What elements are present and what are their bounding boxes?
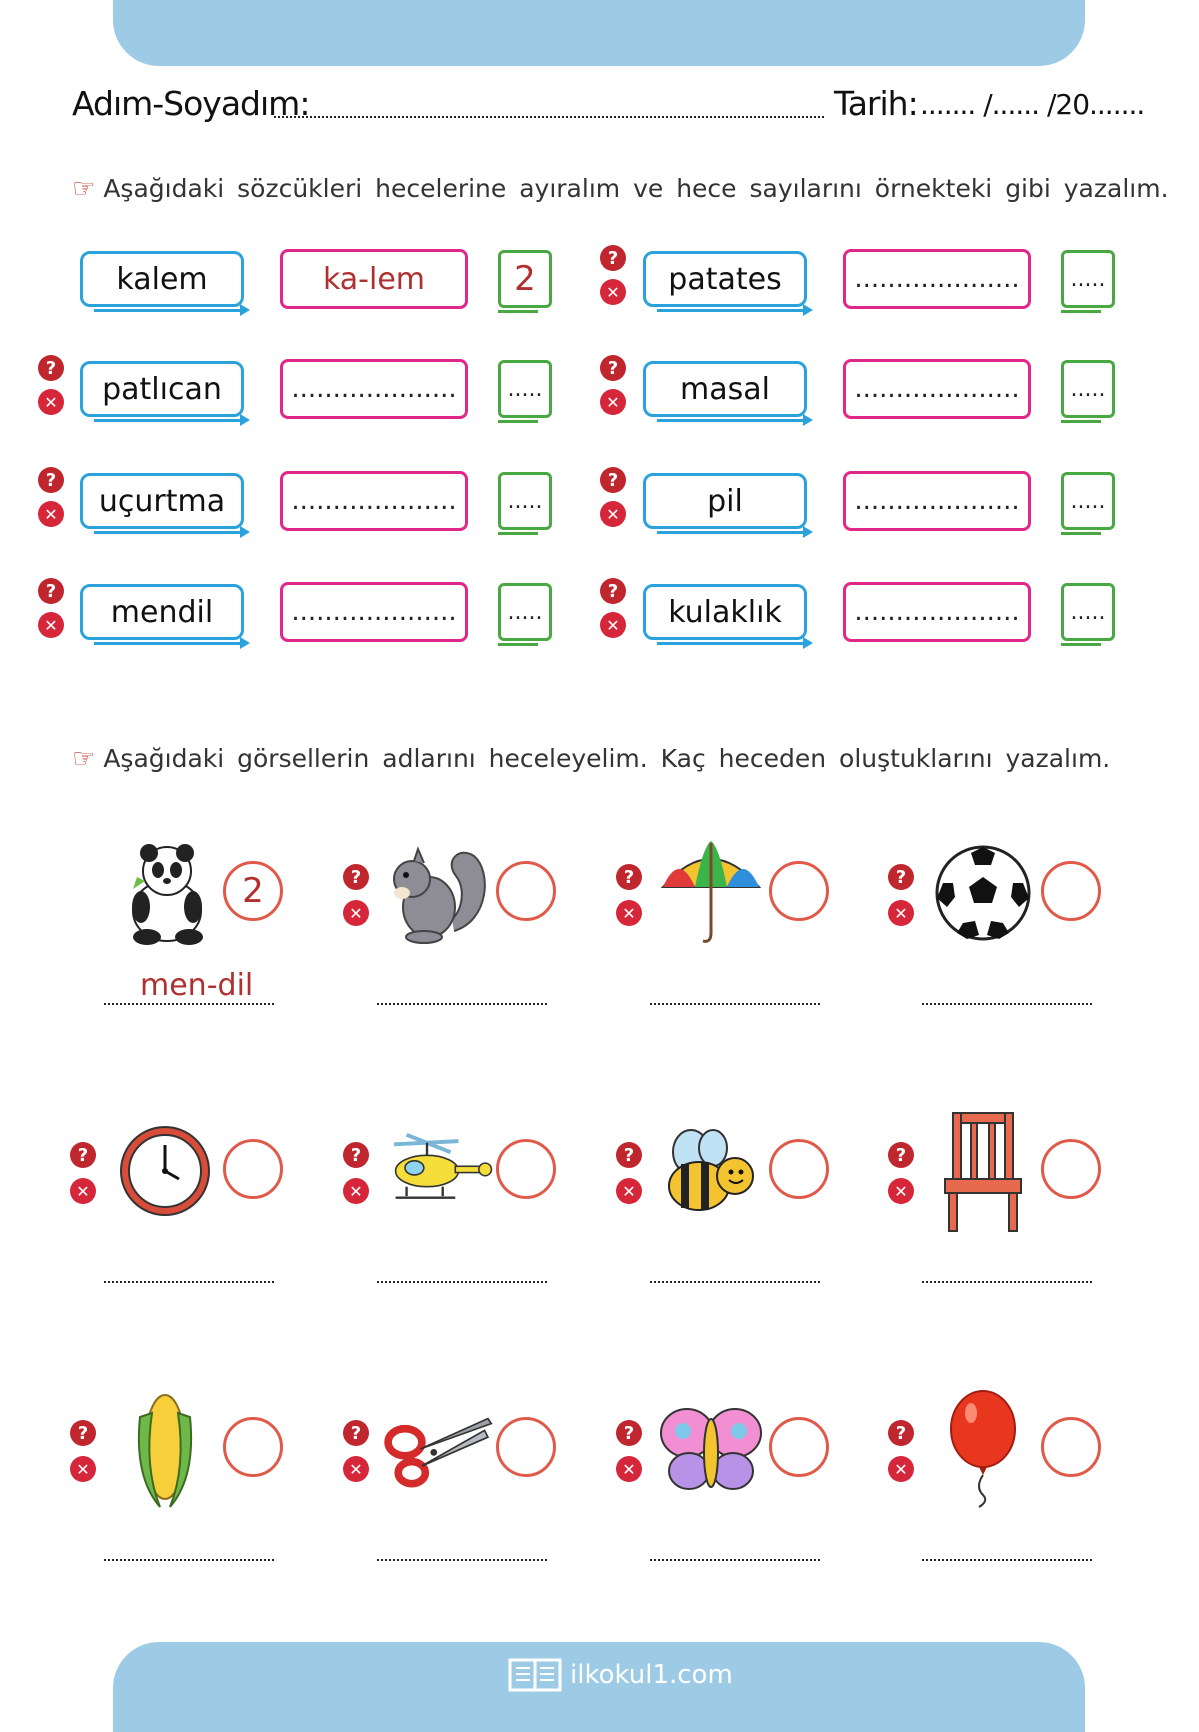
syllable-field[interactable]: ka-lem (280, 249, 468, 309)
date-field[interactable]: ....... /...... /20....... (920, 88, 1145, 121)
clock-icon (110, 1116, 220, 1226)
answer-line[interactable] (104, 1559, 274, 1561)
arrow-left-icon (498, 310, 538, 313)
answer-line[interactable] (650, 1281, 820, 1283)
hint-icon[interactable]: ? (616, 864, 642, 890)
umbrella-icon (656, 838, 766, 948)
syllable-count-field[interactable]: ..... (1061, 250, 1115, 308)
answer-line[interactable] (650, 1559, 820, 1561)
answer-line[interactable] (377, 1559, 547, 1561)
arrow-head-icon (803, 414, 813, 426)
syllable-count-field[interactable]: ..... (1061, 583, 1115, 641)
clear-icon[interactable]: ✕ (343, 1178, 369, 1204)
syllable-count-circle[interactable] (769, 1139, 829, 1199)
corn-icon (110, 1394, 220, 1504)
word-box: mendil (80, 584, 244, 640)
clear-icon[interactable]: ✕ (888, 900, 914, 926)
example-answer: men-dil (140, 968, 254, 1003)
balloon-icon (928, 1394, 1038, 1504)
hint-icon[interactable]: ? (600, 467, 626, 493)
arrow-right-icon (657, 642, 807, 645)
squirrel-icon (383, 838, 493, 948)
arrow-left-icon (498, 643, 538, 646)
clear-icon[interactable]: ✕ (600, 501, 626, 527)
clear-icon[interactable]: ✕ (70, 1456, 96, 1482)
syllable-count-circle[interactable]: 2 (223, 861, 283, 921)
clear-icon[interactable]: ✕ (343, 900, 369, 926)
clear-icon[interactable]: ✕ (38, 389, 64, 415)
date-label: Tarih: (834, 84, 918, 123)
hint-icon[interactable]: ? (343, 1420, 369, 1446)
syllable-count-circle[interactable] (769, 1417, 829, 1477)
hint-icon[interactable]: ? (600, 578, 626, 604)
clear-icon[interactable]: ✕ (888, 1456, 914, 1482)
clear-icon[interactable]: ✕ (600, 279, 626, 305)
arrow-head-icon (240, 304, 250, 316)
syllable-count-field[interactable]: ..... (498, 583, 552, 641)
name-label: Adım-Soyadım: (72, 84, 310, 123)
instruction-2-text: Aşağıdaki görsellerin adlarını heceleyelim. Kaç heceden oluştuklarını yazalım. (103, 744, 1111, 773)
pointing-hand-icon: ☞ (72, 174, 96, 204)
hint-icon[interactable]: ? (888, 1420, 914, 1446)
clear-icon[interactable]: ✕ (70, 1178, 96, 1204)
syllable-count-circle[interactable] (769, 861, 829, 921)
instruction-1-text: Aşağıdaki sözcükleri hecelerine ayıralım ve hece sayılarını örnekteki gibi yazalım. (103, 174, 1169, 203)
hint-icon[interactable]: ? (343, 864, 369, 890)
arrow-head-icon (803, 526, 813, 538)
syllable-field[interactable]: .................... (843, 249, 1031, 309)
clear-icon[interactable]: ✕ (616, 900, 642, 926)
arrow-left-icon (498, 532, 538, 535)
hint-icon[interactable]: ? (888, 1142, 914, 1168)
clear-icon[interactable]: ✕ (888, 1178, 914, 1204)
answer-line[interactable] (922, 1281, 1092, 1283)
syllable-count-field[interactable]: 2 (498, 250, 552, 308)
chair-icon (928, 1116, 1038, 1226)
arrow-left-icon (1061, 532, 1101, 535)
syllable-count-circle[interactable] (223, 1417, 283, 1477)
hint-icon[interactable]: ? (343, 1142, 369, 1168)
panda-icon (110, 838, 220, 948)
syllable-count-field[interactable]: ..... (1061, 472, 1115, 530)
hint-icon[interactable]: ? (600, 355, 626, 381)
arrow-head-icon (240, 414, 250, 426)
instruction-1 (72, 174, 1169, 204)
syllable-field[interactable]: .................... (280, 471, 468, 531)
syllable-field[interactable]: .................... (843, 582, 1031, 642)
clear-icon[interactable]: ✕ (38, 612, 64, 638)
arrow-head-icon (803, 304, 813, 316)
book-icon (508, 1656, 562, 1694)
word-box: patates (643, 251, 807, 307)
hint-icon[interactable]: ? (70, 1142, 96, 1168)
answer-line[interactable] (104, 1281, 274, 1283)
clear-icon[interactable]: ✕ (38, 501, 64, 527)
syllable-count-circle[interactable] (1041, 1139, 1101, 1199)
hint-icon[interactable]: ? (70, 1420, 96, 1446)
butterfly-icon (656, 1394, 766, 1504)
scissors-icon (383, 1394, 493, 1504)
arrow-head-icon (240, 637, 250, 649)
syllable-field[interactable]: .................... (843, 471, 1031, 531)
syllable-count-field[interactable]: ..... (1061, 360, 1115, 418)
syllable-count-field[interactable]: ..... (498, 472, 552, 530)
hint-icon[interactable]: ? (600, 245, 626, 271)
syllable-count-field[interactable]: ..... (498, 360, 552, 418)
syllable-count-circle[interactable] (223, 1139, 283, 1199)
syllable-count-circle[interactable] (1041, 1417, 1101, 1477)
arrow-left-icon (498, 420, 538, 423)
helicopter-icon (383, 1116, 493, 1226)
syllable-count-circle[interactable] (496, 1139, 556, 1199)
hint-icon[interactable]: ? (616, 1142, 642, 1168)
footer-logo (508, 1656, 733, 1694)
word-box: uçurtma (80, 473, 244, 529)
arrow-right-icon (94, 309, 244, 312)
syllable-field[interactable]: .................... (280, 359, 468, 419)
word-box: pil (643, 473, 807, 529)
arrow-right-icon (657, 309, 807, 312)
instruction-2 (72, 744, 1110, 774)
answer-line[interactable] (377, 1003, 547, 1005)
footer-logo-text: ilkokul1.com (570, 1660, 733, 1690)
hint-icon[interactable]: ? (38, 578, 64, 604)
syllable-field[interactable]: .................... (843, 359, 1031, 419)
arrow-head-icon (803, 637, 813, 649)
syllable-count-circle[interactable] (496, 861, 556, 921)
arrow-left-icon (1061, 310, 1101, 313)
hint-icon[interactable]: ? (38, 467, 64, 493)
top-banner (113, 0, 1085, 66)
clear-icon[interactable]: ✕ (343, 1456, 369, 1482)
answer-line[interactable] (922, 1559, 1092, 1561)
answer-line[interactable] (377, 1281, 547, 1283)
clear-icon[interactable]: ✕ (616, 1456, 642, 1482)
arrow-right-icon (657, 531, 807, 534)
clear-icon[interactable]: ✕ (600, 389, 626, 415)
answer-line[interactable] (922, 1003, 1092, 1005)
clear-icon[interactable]: ✕ (616, 1178, 642, 1204)
pointing-hand-icon: ☞ (72, 744, 96, 774)
hint-icon[interactable]: ? (888, 864, 914, 890)
arrow-right-icon (94, 419, 244, 422)
answer-line[interactable] (104, 1003, 274, 1005)
arrow-right-icon (657, 419, 807, 422)
syllable-count-circle[interactable] (1041, 861, 1101, 921)
word-box: masal (643, 361, 807, 417)
syllable-field[interactable]: .................... (280, 582, 468, 642)
syllable-count-circle[interactable] (496, 1417, 556, 1477)
name-field[interactable] (274, 116, 824, 118)
arrow-head-icon (240, 526, 250, 538)
arrow-right-icon (94, 642, 244, 645)
bee-icon (656, 1116, 766, 1226)
hint-icon[interactable]: ? (38, 355, 64, 381)
word-box: kulaklık (643, 584, 807, 640)
answer-line[interactable] (650, 1003, 820, 1005)
ball-icon (928, 838, 1038, 948)
arrow-left-icon (1061, 643, 1101, 646)
arrow-left-icon (1061, 420, 1101, 423)
clear-icon[interactable]: ✕ (600, 612, 626, 638)
arrow-right-icon (94, 531, 244, 534)
hint-icon[interactable]: ? (616, 1420, 642, 1446)
word-box: kalem (80, 251, 244, 307)
word-box: patlıcan (80, 361, 244, 417)
